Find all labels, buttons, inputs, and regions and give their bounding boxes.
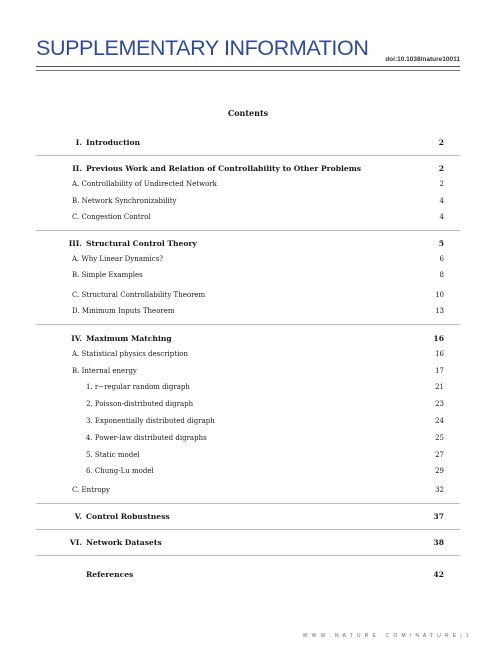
toc-item-static-model[interactable] xyxy=(0,450,496,461)
contents-heading: Contents xyxy=(227,108,269,118)
toc-item-exponential-digraph[interactable] xyxy=(0,416,496,427)
toc-item-title: 3. Exponentially distributed digraph xyxy=(86,417,215,425)
toc-subsection-title: B. Simple Examples xyxy=(72,271,143,279)
toc-section-number: III. xyxy=(68,239,82,248)
toc-page-number: 6 xyxy=(439,255,444,263)
toc-page-number: 37 xyxy=(433,512,444,521)
toc-page-number: 24 xyxy=(435,417,444,425)
toc-page-number: 2 xyxy=(439,180,444,188)
toc-item-title: 4. Power-law distributed digraphs xyxy=(86,434,207,442)
toc-subsection-synchronizability[interactable] xyxy=(0,196,496,207)
toc-section-number: IV. xyxy=(71,334,82,343)
toc-page-number: 5 xyxy=(438,239,444,248)
toc-section-number: VI. xyxy=(69,538,82,547)
toc-section-number: II. xyxy=(72,164,82,173)
toc-subsection-congestion-control[interactable] xyxy=(0,212,496,223)
toc-page-number: 10 xyxy=(435,291,444,299)
toc-page-number: 16 xyxy=(435,350,444,358)
toc-subsection-title: C. Congestion Control xyxy=(72,213,151,221)
toc-subsection-title: B. Network Synchronizability xyxy=(72,197,177,205)
toc-subsection-internal-energy[interactable] xyxy=(0,366,496,377)
toc-section-title: Previous Work and Relation of Controllability to Other Problems xyxy=(86,164,362,173)
toc-page-number: 21 xyxy=(435,383,444,391)
toc-subsection-title: B. Internal energy xyxy=(72,367,137,375)
toc-section-title: References xyxy=(86,570,134,579)
toc-section-previous-work[interactable] xyxy=(0,163,496,174)
footer-url: W W W . N A T U R E . C O M / N A T U R E | 1 xyxy=(302,633,470,639)
header-title: SUPPLEMENTARY INFORMATION xyxy=(36,36,369,60)
toc-subsection-controllability-undirected[interactable] xyxy=(0,179,496,190)
toc-page-number: 25 xyxy=(435,434,444,442)
section-divider xyxy=(36,503,460,504)
toc-item-title: 6. Chung-Lu model xyxy=(86,467,154,475)
toc-subsection-structural-theorem[interactable] xyxy=(0,290,496,301)
toc-item-title: 2. Poisson-distributed digraph xyxy=(86,400,194,408)
toc-item-regular-digraph[interactable] xyxy=(0,382,496,393)
toc-section-structural-control[interactable] xyxy=(0,238,496,249)
toc-section-references[interactable] xyxy=(0,569,496,580)
toc-section-title: Control Robustness xyxy=(86,512,170,521)
doi-label: doi:10.1038/nature10011 xyxy=(385,56,460,63)
toc-subsection-entropy[interactable] xyxy=(0,485,496,496)
toc-section-number: I. xyxy=(75,138,82,147)
toc-subsection-title: A. Controllability of Undirected Network xyxy=(72,180,217,188)
toc-subsection-title: A. Statistical physics description xyxy=(72,350,189,358)
toc-item-power-law-digraphs[interactable] xyxy=(0,433,496,444)
section-divider xyxy=(36,555,460,556)
toc-section-introduction[interactable] xyxy=(0,137,496,148)
section-divider xyxy=(36,155,460,156)
toc-subsection-minimum-inputs[interactable] xyxy=(0,306,496,317)
toc-section-network-datasets[interactable] xyxy=(0,537,496,548)
toc-section-title: Network Datasets xyxy=(86,538,162,547)
toc-section-title: Introduction xyxy=(86,138,141,147)
toc-subsection-statistical-physics[interactable] xyxy=(0,349,496,360)
toc-page-number: 4 xyxy=(439,197,444,205)
toc-page-number: 2 xyxy=(438,138,444,147)
section-divider xyxy=(36,230,460,231)
toc-section-control-robustness[interactable] xyxy=(0,511,496,522)
toc-subsection-title: D. Minimum Inputs Theorem xyxy=(72,307,175,315)
toc-page-number: 17 xyxy=(435,367,444,375)
toc-page-number: 4 xyxy=(439,213,444,221)
toc-subsection-title: C. Entropy xyxy=(72,486,110,494)
toc-page-number: 42 xyxy=(433,570,444,579)
toc-page-number: 29 xyxy=(435,467,444,475)
toc-item-title: 1. r−regular random digraph xyxy=(86,383,190,391)
toc-page-number: 2 xyxy=(438,164,444,173)
section-divider xyxy=(36,529,460,530)
toc-item-poisson-digraph[interactable] xyxy=(0,399,496,410)
toc-page-number: 32 xyxy=(435,486,444,494)
toc-page-number: 27 xyxy=(435,451,444,459)
toc-item-chung-lu-model[interactable] xyxy=(0,466,496,477)
toc-subsection-linear-dynamics[interactable] xyxy=(0,254,496,265)
toc-subsection-simple-examples[interactable] xyxy=(0,270,496,281)
toc-subsection-title: C. Structural Controllability Theorem xyxy=(72,291,206,299)
toc-section-maximum-matching[interactable] xyxy=(0,333,496,344)
toc-subsection-title: A. Why Linear Dynamics? xyxy=(72,255,164,263)
toc-item-title: 5. Static model xyxy=(86,451,140,459)
section-divider xyxy=(36,324,460,325)
toc-section-number: V. xyxy=(74,512,82,521)
toc-page-number: 16 xyxy=(433,334,444,343)
toc-section-title: Maximum Matching xyxy=(86,334,172,343)
toc-page-number: 13 xyxy=(435,307,444,315)
toc-section-title: Structural Control Theory xyxy=(86,239,197,248)
toc-page-number: 38 xyxy=(433,538,444,547)
toc-page-number: 8 xyxy=(439,271,444,279)
toc-page-number: 23 xyxy=(435,400,444,408)
